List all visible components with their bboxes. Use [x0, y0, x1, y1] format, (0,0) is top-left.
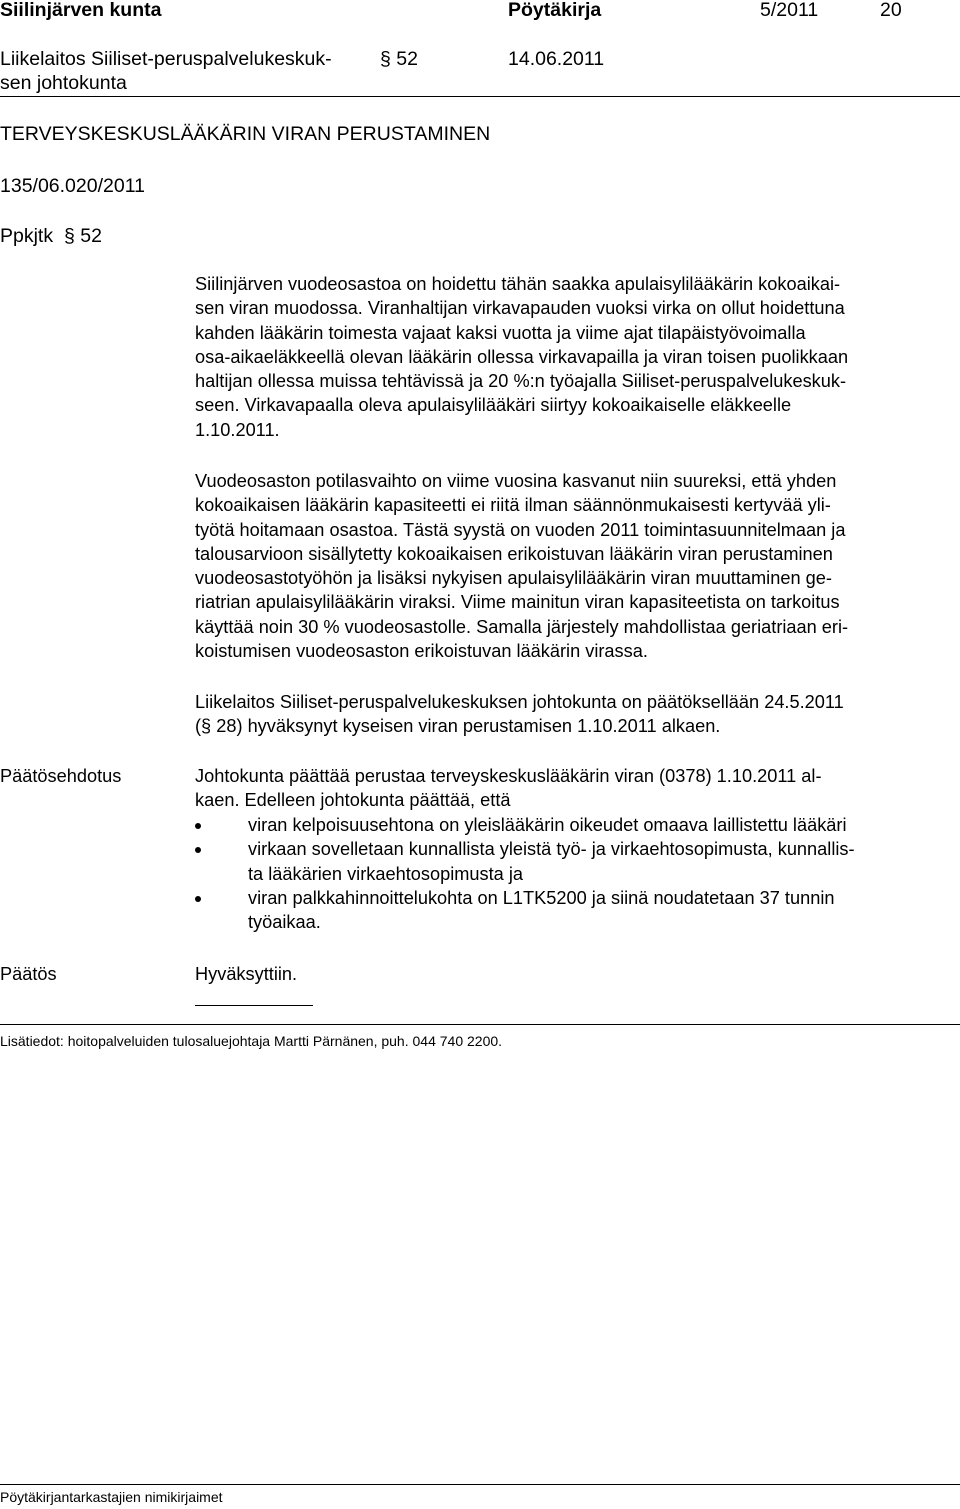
list-item: [195, 837, 955, 886]
footer-initials-label: Pöytäkirjantarkastajien nimikirjaimet: [0, 1489, 223, 1505]
proposal-label: Päätösehdotus: [0, 766, 122, 786]
governing-body-line2: sen johtokunta: [0, 72, 127, 94]
ppkjtk-section: [0, 224, 102, 248]
paragraph-justification: [195, 469, 953, 663]
section-number-value: 52: [396, 48, 418, 70]
organization-name: Siilinjärven kunta: [0, 0, 162, 21]
paragraph-line: vuodeosastotyöhön ja lisäksi nykyisen apulaisylilääkärin viran muuttaminen ge-: [195, 568, 832, 589]
paragraph-line: käyttää noin 30 % vuodeosastolle. Samalla järjestely mahdollistaa geriatriaan eri-: [195, 616, 849, 637]
list-item-text: virkaan sovelletaan kunnallista yleistä työ- ja virkaehtosopimusta, kunnallis-: [248, 839, 855, 860]
section-sign-icon: §: [380, 48, 391, 70]
paragraph-board-decision: [195, 690, 953, 739]
paragraph-line: osa-aikaeläkkeellä olevan lääkärin ollessa virkavapailla ja viran toisen puolikkaan: [195, 346, 849, 367]
paragraph-line: seen. Virkavapaalla oleva apulaisylilääkäri siirtyy kokoaikaiselle eläkkeelle: [195, 395, 792, 416]
paragraph-line: (§ 28) hyväksynyt kyseisen viran perustamisen 1.10.2011 alkaen.: [195, 716, 721, 737]
document-type: Pöytäkirja: [508, 0, 602, 21]
bullet-icon: [195, 896, 201, 902]
list-item: [195, 813, 955, 837]
info-divider: [0, 1024, 960, 1025]
paragraph-line: Siilinjärven vuodeosastoa on hoidettu tähän saakka apulaisylilääkärin kokoaikai-: [195, 274, 841, 294]
paragraph-line: haltijan ollessa muissa tehtävissä ja 20 %:n työajalla Siiliset-peruspalvelukeskuk-: [195, 371, 847, 392]
header-divider: [0, 96, 960, 97]
list-item-text: viran kelpoisuusehtona on yleislääkärin oikeudet omaava laillistettu lääkäri: [248, 815, 847, 835]
decision-underline: [195, 1005, 313, 1006]
ppkjtk-label: Ppkjtk: [0, 225, 54, 247]
paragraph-line: riatrian apulaisylilääkärin viraksi. Viime mainitun viran kapasiteetista on tarkoitus: [195, 592, 840, 613]
proposal-line: Johtokunta päättää perustaa terveyskeskuslääkärin viran (0378) 1.10.2011 al-: [195, 766, 822, 786]
paragraph-line: talousarvioon sisällytetty kokoaikaisen erikoistuvan lääkärin viran perustaminen: [195, 543, 833, 564]
case-number: 135/06.020/2011: [0, 175, 145, 197]
proposal-text: [195, 764, 953, 813]
page-number: 20: [880, 0, 902, 21]
paragraph-line: 1.10.2011.: [195, 419, 280, 440]
decision-label: Päätös: [0, 964, 57, 984]
meeting-date: 14.06.2011: [508, 48, 605, 70]
section-number: [380, 47, 418, 71]
list-item-text: ta lääkärien virkaehtosopimusta ja: [248, 863, 523, 884]
decision-text: Hyväksyttiin.: [195, 964, 298, 984]
additional-info: Lisätiedot: hoitopalveluiden tulosaluejohtaja Martti Pärnänen, puh. 044 740 2200.: [0, 1033, 503, 1049]
list-item-text: työaikaa.: [248, 912, 321, 933]
paragraph-line: kahden lääkärin toimesta vajaat kaksi vuotta ja viime ajat tilapäistyövoimalla: [195, 322, 806, 343]
section-sign-icon: §: [63, 225, 75, 247]
footer-divider: [0, 1484, 960, 1485]
list-item: [195, 886, 955, 935]
paragraph-line: koistumisen vuodeosaston erikoistuvan lääkärin virassa.: [195, 641, 648, 662]
proposal-line: kaen. Edelleen johtokunta päättää, että: [195, 790, 511, 811]
bullet-icon: [195, 823, 201, 829]
document-number: 5/2011: [760, 0, 819, 21]
proposal-bullet-list: [195, 813, 955, 934]
paragraph-background: [195, 272, 953, 442]
list-item-text: viran palkkahinnoittelukohta on L1TK5200 ja siinä noudatetaan 37 tunnin: [248, 887, 835, 908]
paragraph-line: Vuodeosaston potilasvaihto on viime vuosina kasvanut niin suureksi, että yhden: [195, 471, 837, 491]
bullet-icon: [195, 847, 201, 853]
ppkjtk-number: 52: [80, 225, 102, 247]
paragraph-line: Liikelaitos Siiliset-peruspalvelukeskuksen johtokunta on päätöksellään 24.5.2011: [195, 692, 844, 712]
governing-body-line1: Liikelaitos Siiliset-peruspalvelukeskuk-: [0, 48, 332, 70]
page-title: TERVEYSKESKUSLÄÄKÄRIN VIRAN PERUSTAMINEN: [0, 123, 491, 145]
paragraph-line: sen viran muodossa. Viranhaltijan virkavapauden vuoksi virka on ollut hoidettuna: [195, 298, 845, 319]
paragraph-line: kokoaikaisen lääkärin kapasiteetti ei riitä ilman säännönmukaisesti kertyvää yli-: [195, 495, 831, 516]
paragraph-line: työtä hoitamaan osastoa. Tästä syystä on vuoden 2011 toimintasuunnitelmaan ja: [195, 519, 846, 540]
